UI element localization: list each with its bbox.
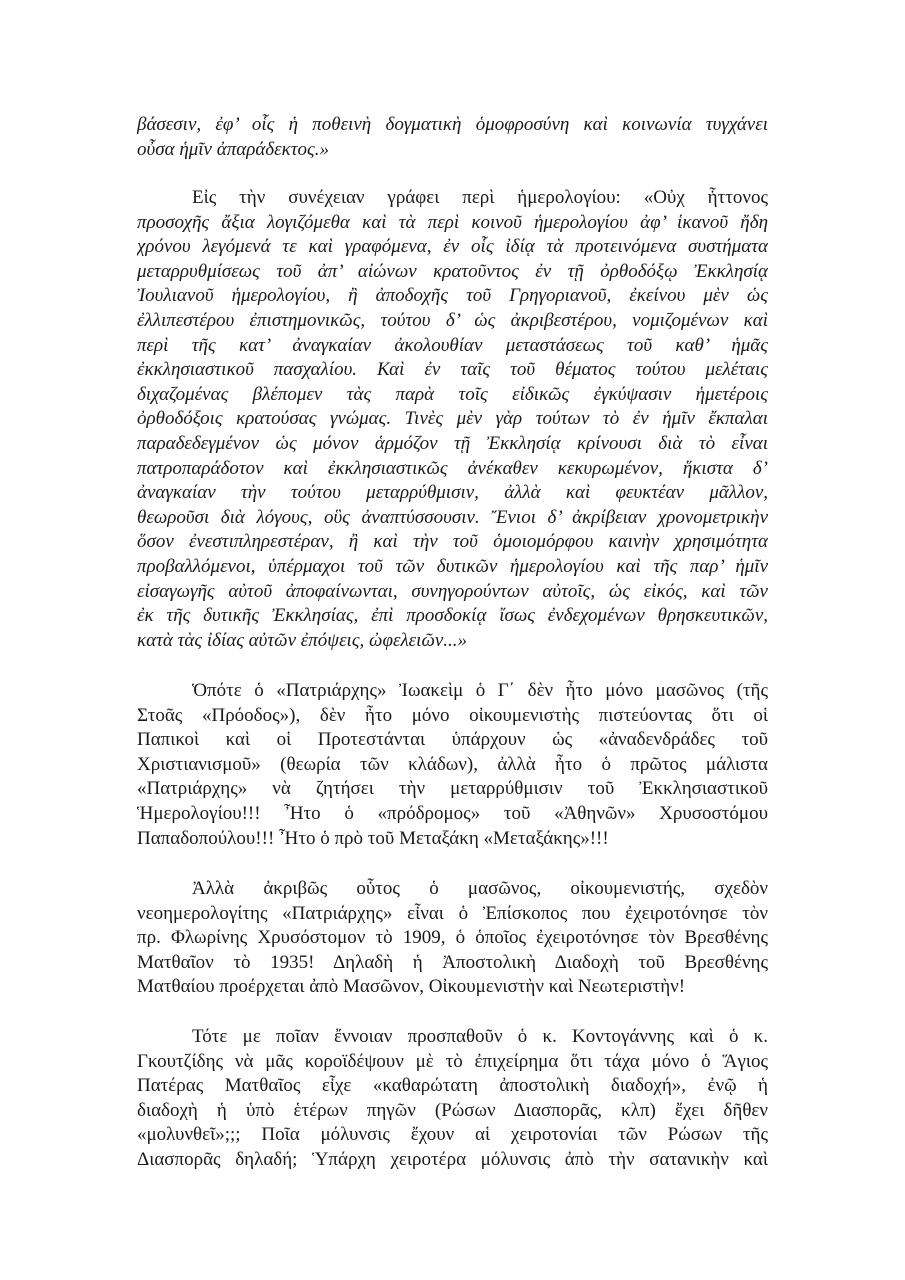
text-line: Ἰουλιανοῦ ἡμερολογίου, ἢ ἀποδοχῆς τοῦ Γρηγοριανοῦ, ἐκείνου μὲν ὡς [137,285,768,307]
text-line: Γκουτζίδης νὰ μᾶς κοροϊδέψουν μὲ τὸ ἐπιχείρημα ὅτι τάχα μόνο ὁ Ἅγιος [137,1050,768,1072]
text-line: διχαζομένας βλέπομεν τὰς παρὰ τοῖς εἰδικῶς ἐγκύψασιν ἡμετέροις [137,383,768,405]
paragraph-question [137,1025,768,1173]
text-line: ἀναγκαίαν τὴν τούτου μεταρρύθμισιν, ἀλλὰ καὶ φευκτέαν μᾶλλον, [137,482,768,504]
text-line: Στοᾶς «Πρόοδος»), δὲν ἦτο μόνο οἰκουμενιστὴς πιστεύοντας ὅτι οἱ [137,704,768,726]
text-line-normal: Εἰς τὴν συνέχειαν γράφει περὶ ἡμερολογίου: «Οὐχ ἧττονος [192,187,768,208]
text-line: οὖσα ἡμῖν ἀπαράδεκτος.» [137,138,329,160]
text-line: Ἡμερολογίου!!! Ἦτο ὁ «πρόδρομος» τοῦ «Ἀθηνῶν» Χρυσοστόμου [137,802,768,824]
text-line: βάσεσιν, ἐφ’ οἷς ἡ ποθεινὴ δογματικὴ ὁμοφροσύνη καὶ κοινωνία τυγχάνει [137,114,768,135]
text-line: Παπικοὶ καὶ οἱ Προτεστάνται ὑπάρχουν ὡς «ἀναδενδράδες τοῦ [137,729,768,751]
text-line: Ματθαῖον τὸ 1935! Δηλαδὴ ἡ Ἀποστολικὴ Διαδοχὴ τοῦ Βρεσθένης [137,951,768,973]
text-line: θεωροῦσι διὰ λόγους, οὓς ἀναπτύσσουσιν. Ἔνιοι δ’ ἀκρίβειαν χρονομετρικὴν [137,506,768,528]
text-line [137,186,768,211]
text-line: διαδοχὴ ἡ ὑπὸ ἑτέρων πηγῶν (Ρώσων Διασπορᾶς, κλπ) ἔχει δῆθεν [137,1099,768,1121]
text-line: προσοχῆς ἄξια λογιζόμεθα καὶ τὰ περὶ κοινοῦ ἡμερολογίου ἀφ’ ἱκανοῦ ἤδη [137,211,768,233]
paragraph-patriarch [137,679,768,851]
text-line: Ἀλλὰ ἀκριβῶς οὗτος ὁ μασῶνος, οἰκουμενιστής, σχεδὸν [192,878,768,899]
text-line: Ὁπότε ὁ «Πατριάρχης» Ἰωακεὶμ ὁ Γ΄ δὲν ἦτο μόνο μασῶνος (τῆς [192,680,768,701]
text-line: πρ. Φλωρίνης Χρυσόστομον τὸ 1909, ὁ ὁποῖος ἐχειροτόνησε τὸν Βρεσθένης [137,927,768,949]
paragraph-quote-end [137,113,768,162]
text-line: ἐκκλησιαστικοῦ πασχαλίου. Καὶ ἐν ταῖς τοῦ θέματος τούτου μελέταις [137,359,768,381]
paragraph-succession [137,877,768,1000]
text-line: ἐλλιπεστέρου ἐπιστημονικῶς, τούτου δ’ ὡς ἀκριβεστέρου, νομιζομένων καὶ [137,309,768,331]
text-line: προβαλλόμενοι, ὑπέρμαχοι τοῦ τῶν δυτικῶν ἡμερολογίου καὶ τῆς παρ’ ἡμῖν [137,555,768,577]
text-line: «μολυνθεῖ»;;; Ποῖα μόλυνσις ἔχουν αἱ χειροτονίαι τῶν Ρώσων τῆς [137,1124,768,1146]
text-line: ὅσον ἐνεστιπληρεστέραν, ἢ καὶ τὴν τοῦ ὁμοιομόρφου καινὴν χρησιμότητα [137,531,768,553]
paragraph-calendar-quote [137,186,768,653]
text-line: Πατέρας Ματθαῖος εἶχε «καθαρώτατη ἀποστολικὴ διαδοχή», ἐνῷ ἡ [137,1075,768,1097]
text-line: χρόνου λεγόμενά τε καὶ γραφόμενα, ἐν οἷς ἰδίᾳ τὰ προτεινόμενα συστήματα [137,236,768,258]
text-line: Διασπορᾶς δηλαδή; Ὑπάρχη χειροτέρα μόλυνσις ἀπὸ τὴν σατανικὴν καὶ [137,1148,768,1170]
text-line: νεοημερολογίτης «Πατριάρχης» εἶναι ὁ Ἐπίσκοπος που ἐχειροτόνησε τὸν [137,902,768,924]
text-line: εἰσαγωγῆς αὐτοῦ ἀποφαίνωνται, συνηγορούντων αὐτοῖς, ὡς εἰκός, καὶ τῶν [137,580,768,602]
text-line: Χριστιανισμοῦ» (θεωρία τῶν κλάδων), ἀλλὰ ἦτο ὁ πρῶτος μάλιστα [137,753,768,775]
text-line: παραδεδεγμένον ὡς μόνον ἁρμόζον τῇ Ἐκκλησίᾳ κρίνουσι διὰ τὸ εἶναι [137,432,768,454]
text-line: περὶ τῆς κατ’ ἀναγκαίαν ἀκολουθίαν μεταστάσεως τοῦ καθ’ ἡμᾶς [137,334,768,356]
text-line: Ματθαίου προέρχεται ἀπὸ Μασῶνον, Οἰκουμενιστὴν καὶ Νεωτεριστὴν! [137,976,686,998]
text-line: «Πατριάρχης» νὰ ζητήσει τὴν μεταρρύθμισιν τοῦ Ἐκκλησιαστικοῦ [137,778,768,800]
text-line: πατροπαράδοτον καὶ ἐκκλησιαστικῶς ἀνέκαθεν κεκυρωμένον, ἥκιστα δ’ [137,457,768,479]
text-line: Παπαδοπούλου!!! Ἦτο ὁ πρὸ τοῦ Μεταξάκη «Μεταξάκης»!!! [137,827,609,849]
text-line: μεταρρυθμίσεως τοῦ ἀπ’ αἰώνων κρατοῦντος ἐν τῇ ὀρθοδόξῳ Ἐκκλησίᾳ [137,260,768,282]
text-line: Τότε με ποῖαν ἔννοιαν προσπαθοῦν ὁ κ. Κοντογάννης καὶ ὁ κ. [192,1026,768,1047]
text-line: ἐκ τῆς δυτικῆς Ἐκκλησίας, ἐπὶ προσδοκίᾳ ἴσως ἐνδεχομένων θρησκευτικῶν, [137,605,768,627]
text-line: κατὰ τὰς ἰδίας αὐτῶν ἐπόψεις, ὠφελειῶν...» [137,629,468,651]
text-line: ὀρθοδόξοις κρατούσας γνώμας. Τινὲς μὲν γὰρ τούτων τὸ ἐν ἡμῖν ἔκπαλαι [137,408,768,430]
